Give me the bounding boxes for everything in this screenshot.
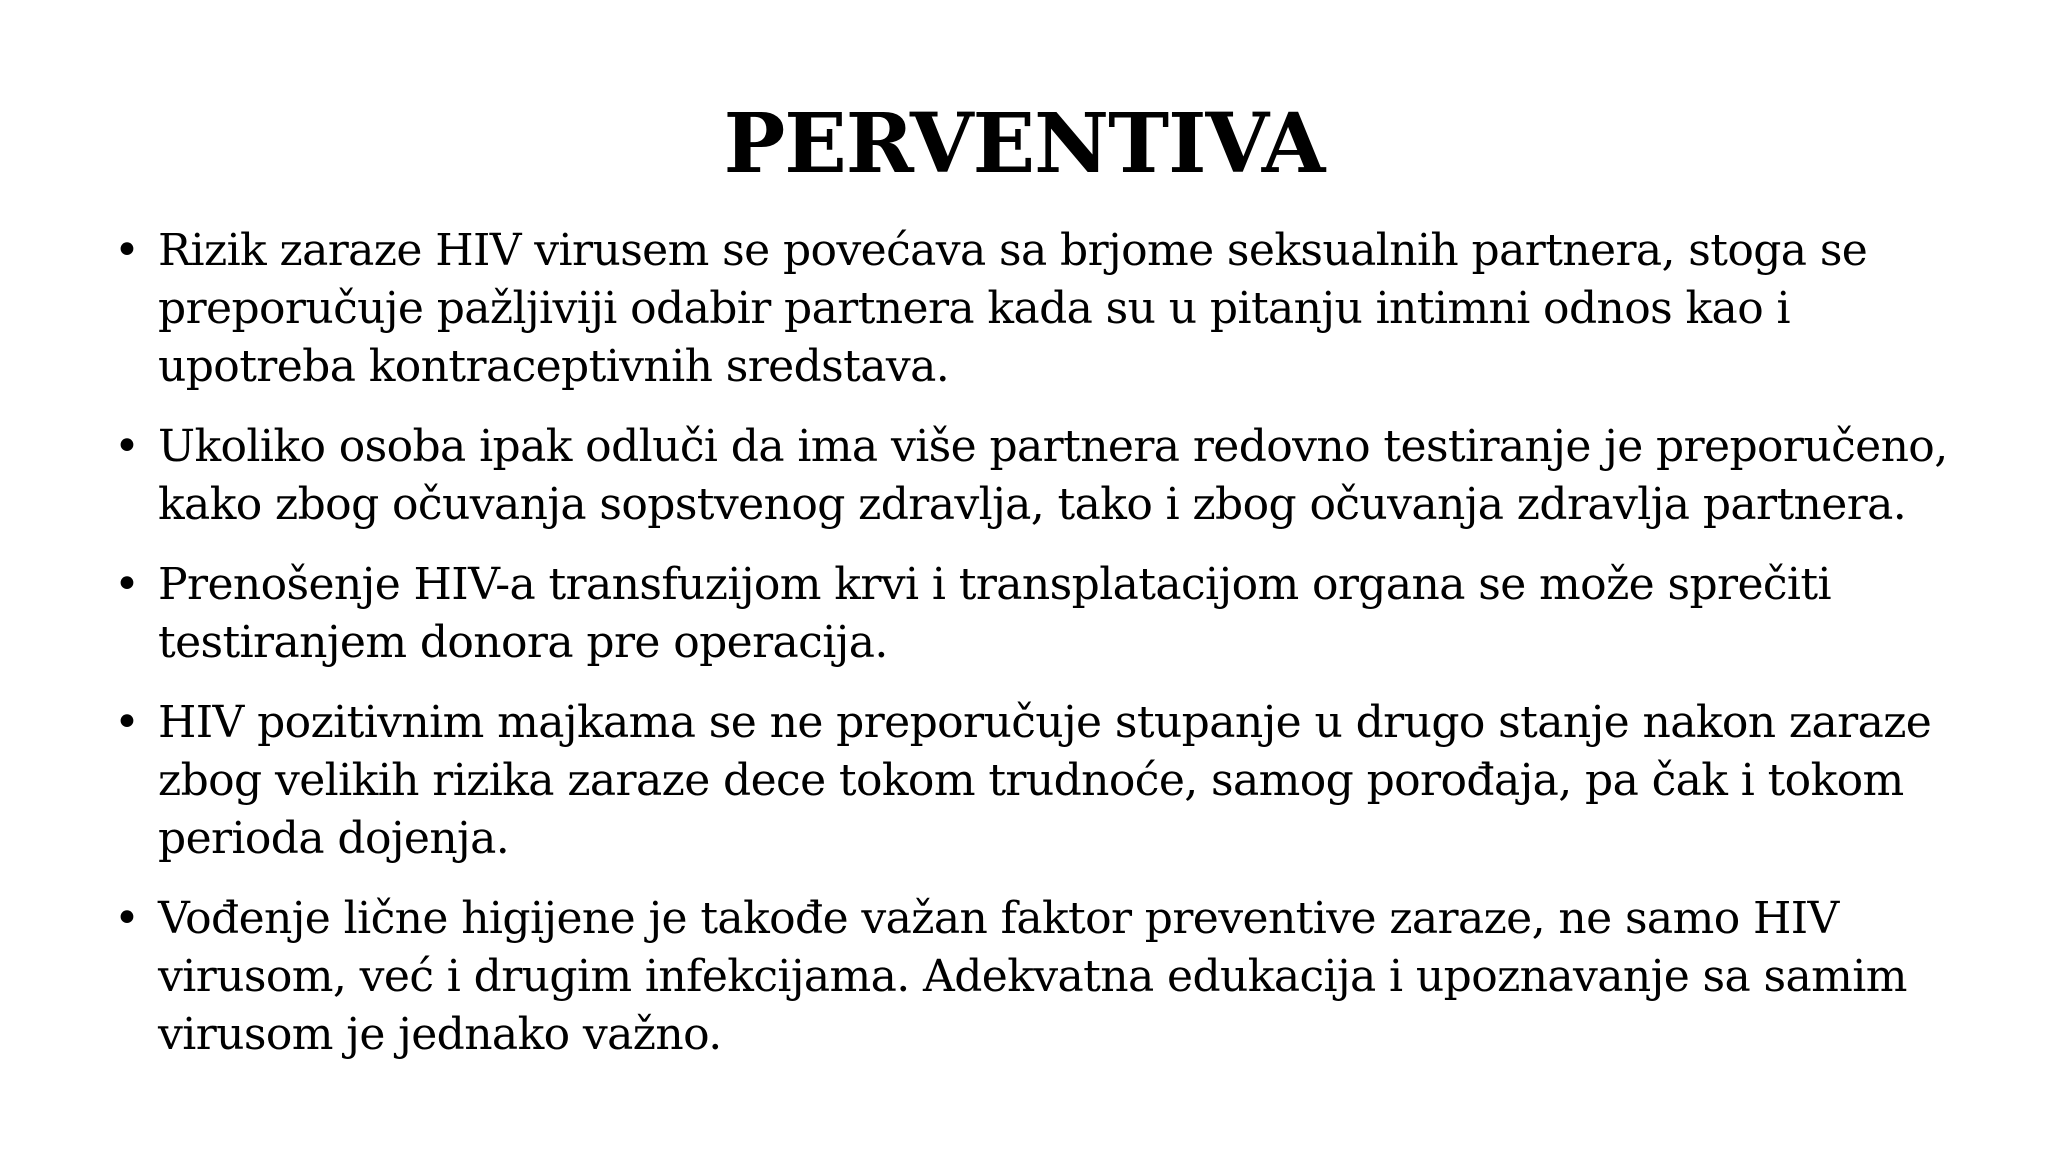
- bullet-text: Rizik zaraze HIV virusem se povećava sa brjome seksualnih partnera, stoga se preporučuje pažljiviji odabir partnera kada su u pitanju intimni odnos kao i upotreba kontraceptivnih sredstava.: [158, 225, 1868, 392]
- bullet-dot-icon: •: [114, 559, 140, 610]
- bullet-text: Vođenje lične higijene je takođe važan faktor preventive zaraze, ne samo HIV virusom, već i drugim infekcijama. Adekvatna edukacija i upoznavanje sa samim virusom je jednako važno.: [158, 893, 1907, 1060]
- bullet-item: [110, 694, 1990, 868]
- bullet-item: [110, 556, 1990, 672]
- bullet-item: [110, 890, 1990, 1064]
- bullet-list: [110, 222, 1990, 1086]
- bullet-dot-icon: •: [114, 225, 140, 276]
- bullet-item: [110, 222, 1990, 396]
- bullet-text: HIV pozitivnim majkama se ne preporučuje stupanje u drugo stanje nakon zaraze zbog velikih rizika zaraze dece tokom trudnoće, samog porođaja, pa čak i tokom perioda dojenja.: [158, 697, 1932, 864]
- bullet-text: Ukoliko osoba ipak odluči da ima više partnera redovno testiranje je preporučeno, kako zbog očuvanja sopstvenog zdravlja, tako i zbog očuvanja zdravlja partnera.: [158, 421, 1948, 530]
- slide-title: PERVENTIVA: [723, 96, 1325, 192]
- bullet-dot-icon: •: [114, 421, 140, 472]
- bullet-text: Prenošenje HIV-a transfuzijom krvi i transplatacijom organa se može sprečiti testiranjem donora pre operacija.: [158, 559, 1831, 668]
- bullet-item: [110, 418, 1990, 534]
- bullet-dot-icon: •: [114, 893, 140, 944]
- bullet-dot-icon: •: [114, 697, 140, 748]
